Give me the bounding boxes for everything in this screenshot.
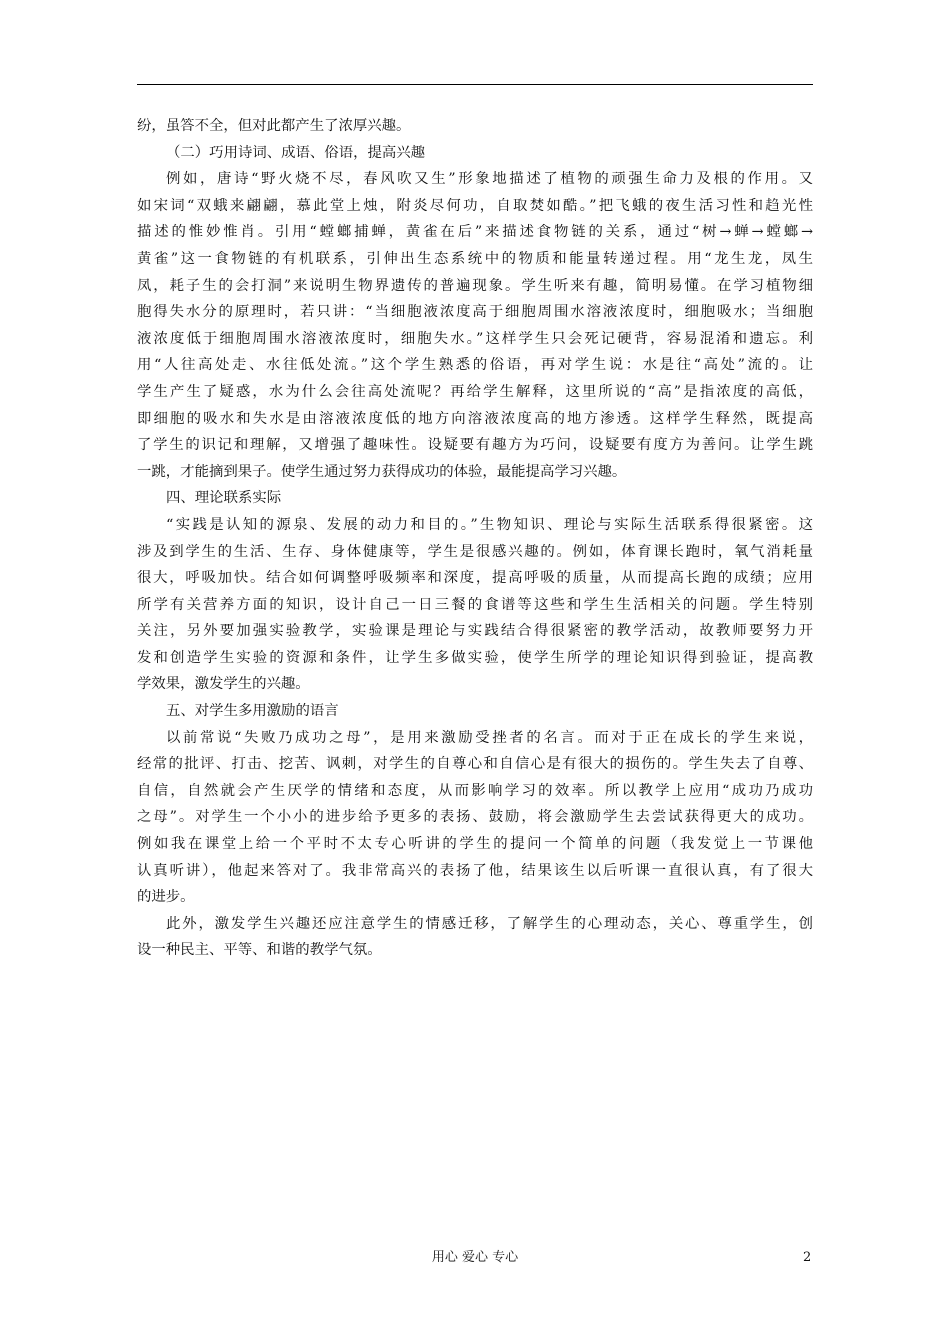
page-number: 2 <box>803 1250 812 1265</box>
paragraph-line: 认真听讲），他起来答对了。我非常高兴的表扬了他，结果该生以后听课一直很认真，有了很大 <box>137 862 813 879</box>
paragraph-line: 一跳，才能摘到果子。使学生通过努力获得成功的体验，最能提高学习兴趣。 <box>137 463 627 480</box>
header-rule <box>137 84 813 85</box>
paragraph-line: 经常的批评、打击、挖苦、讽刺，对学生的自尊心和自信心是有很大的损伤的。学生失去了自尊、 <box>137 756 813 773</box>
paragraph-line: 纷，虽答不全，但对此都产生了浓厚兴趣。 <box>137 118 411 134</box>
paragraph-line: 关注，另外要加强实验教学，实验课是理论与实践结合得很紧密的教学活动，故教师要努力开 <box>137 623 813 640</box>
paragraph-line: “实践是认知的源泉、发展的动力和目的。”生物知识、理论与实际生活联系得很紧密。这 <box>166 516 813 533</box>
paragraph-line: 描述的惟妙惟肖。引用“螳螂捕蝉，黄雀在后”来描述食物链的关系，通过“树→蝉→螳螂→ <box>137 224 813 241</box>
paragraph-line: 学生产生了疑惑，水为什么会往高处流呢？再给学生解释，这里所说的“高”是指浓度的高低， <box>137 383 813 400</box>
paragraph-line: 液浓度低于细胞周围水溶液浓度时，细胞失水。”这样学生只会死记硬背，容易混淆和遗忘。利 <box>137 330 813 347</box>
paragraph-line: 胞得失水分的原理时，若只讲：“当细胞液浓度高于细胞周围水溶液浓度时，细胞吸水；当细胞 <box>137 304 813 321</box>
paragraph-line: 用“人往高处走、水往低处流。”这个学生熟悉的俗语，再对学生说：水是往“高处”流的。让 <box>137 357 813 374</box>
paragraph-line: 所学有关营养方面的知识，设计自己一日三餐的食谱等这些和学生生活相关的问题。学生特别 <box>137 596 813 613</box>
paragraph-line: 例如，唐诗“野火烧不尽，春风吹又生”形象地描述了植物的顽强生命力及根的作用。又 <box>166 171 813 188</box>
paragraph-line: 涉及到学生的生活、生存、身体健康等，学生是很感兴趣的。例如，体育课长跑时，氧气消耗量 <box>137 543 813 560</box>
paragraph-line: 很大，呼吸加快。结合如何调整呼吸频率和深度，提高呼吸的质量，从而提高长跑的成绩；应用 <box>137 570 813 587</box>
document-body <box>137 113 813 964</box>
paragraph-line: 此外，激发学生兴趣还应注意学生的情感迁移，了解学生的心理动态，关心、尊重学生，创 <box>166 915 813 932</box>
paragraph-line: 例如我在课堂上给一个平时不太专心听讲的学生的提问一个简单的问题（我发觉上一节课他 <box>137 836 813 853</box>
paragraph-line: 即细胞的吸水和失水是由溶液浓度低的地方向溶液浓度高的地方渗透。这样学生释然，既提高 <box>137 410 813 427</box>
paragraph-line: 自信，自然就会产生厌学的情绪和态度，从而影响学习的效率。所以教学上应用“成功乃成功 <box>137 782 813 799</box>
paragraph-line: 凤，耗子生的会打洞”来说明生物界遗传的普遍现象。学生听来有趣，简明易懂。在学习植物细 <box>137 277 813 294</box>
footer-motto: 用心 爱心 专心 <box>431 1250 519 1265</box>
paragraph-line: 了学生的识记和理解，又增强了趣味性。设疑要有趣方为巧问，设疑要有度方为善问。让学生跳 <box>137 437 813 454</box>
paragraph-line: 如宋词“双蛾来翩翩，慕此堂上烛，附炎尽何功，自取焚如酷。”把飞蛾的夜生活习性和趋光性 <box>137 197 813 214</box>
paragraph-line: 发和创造学生实验的资源和条件，让学生多做实验，使学生所学的理论知识得到验证，提高教 <box>137 649 813 666</box>
section-heading: 五、对学生多用激励的语言 <box>166 703 339 720</box>
paragraph-line: 的进步。 <box>137 889 195 906</box>
paragraph-line: 学效果，激发学生的兴趣。 <box>137 676 310 693</box>
paragraph-line: 黄雀”这一食物链的有机联系，引伸出生态系统中的物质和能量转递过程。用“龙生龙，凤生 <box>137 250 813 267</box>
paragraph-line: 以前常说“失败乃成功之母”，是用来激励受挫者的名言。而对于正在成长的学生来说， <box>166 729 813 746</box>
section-heading: 四、理论联系实际 <box>166 490 282 507</box>
section-heading: （二）巧用诗词、成语、俗语，提高兴趣 <box>166 144 426 161</box>
paragraph-line: 设一种民主、平等、和谐的教学气氛。 <box>137 942 382 959</box>
paragraph-line: 之母”。对学生一个小小的进步给予更多的表扬、鼓励，将会激励学生去尝试获得更大的成功。 <box>137 809 813 826</box>
